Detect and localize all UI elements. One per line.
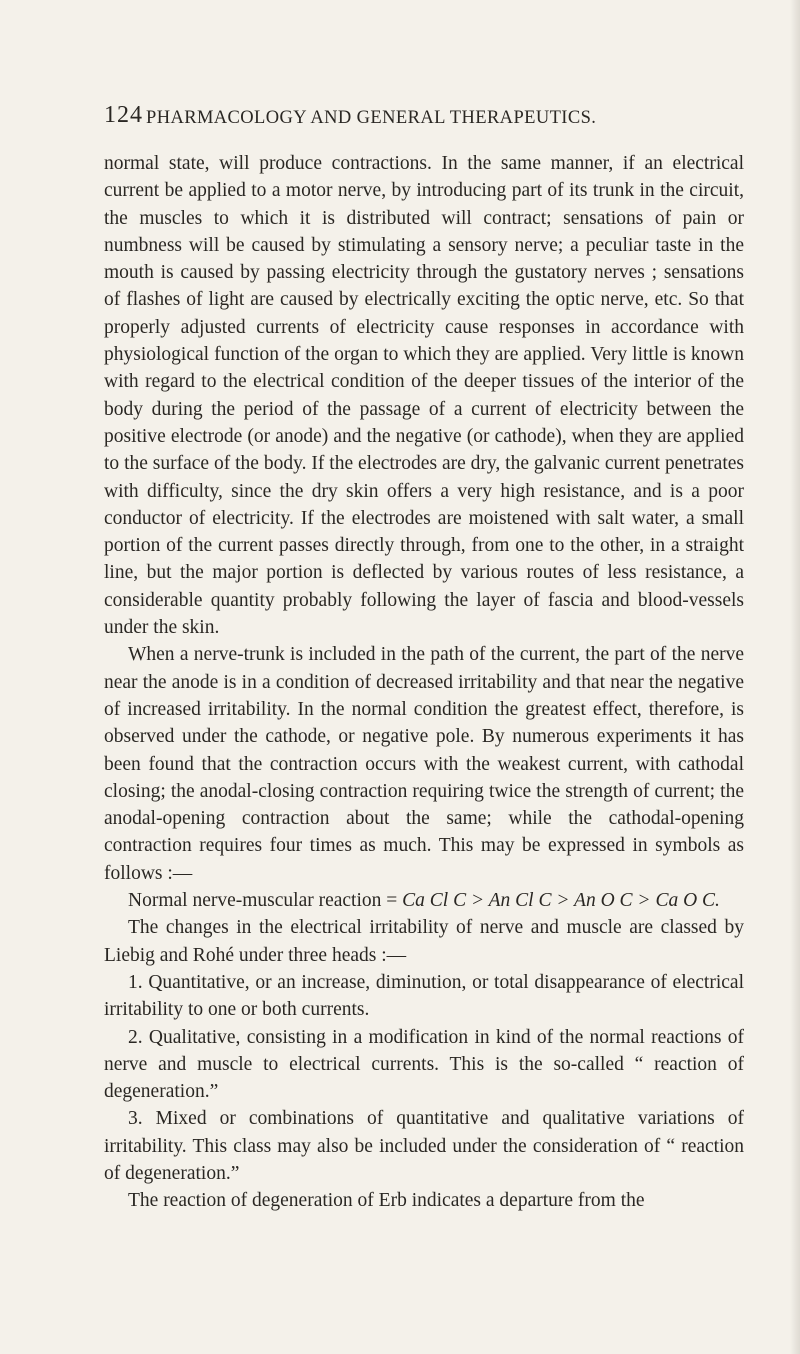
- page-number: 124: [104, 102, 143, 128]
- paragraph-erb: The reaction of degeneration of Erb indicates a departure from the: [128, 1190, 645, 1212]
- page-edge-shadow: [790, 0, 800, 1354]
- list-item-mixed: 3. Mixed or combinations of quantitative and qualitative variations of irritability. This class may also be included under the consideration of “ reaction of degeneration.”: [104, 1108, 744, 1184]
- body-text: [104, 150, 744, 1215]
- paragraph-continuation: normal state, will produce contractions. In the same manner, if an electrical current be applied to a motor nerve, by introducing part of its trunk in the circuit, the muscles to which it is distributed will contract; sensations of pain or numbness will be caused by stimulating a sensory nerve; a peculiar taste in the mouth is caused by passing electricity through the gustatory nerves ; sensations of flashes of light are caused by electrically exciting the optic nerve, etc. So that properly adjusted currents of electricity cause responses in accordance with physiological function of the organ to which they are applied. Very little is known with regard to the electrical condition of the deeper tissues of the interior of the body during the period of the passage of a current of electricity between the positive electrode (or anode) and the negative (or cathode), when they are applied to the surface of the body. If the electrodes are dry, the galvanic current penetrates with difficulty, since the dry skin offers a very high resistance, and is a poor conductor of electricity. If the electrodes are moistened with salt water, a small portion of the current passes directly through, from one to the other, in a straight line, but the major portion is deflected by various routes of less resistance, a considerable quantity probably following the layer of fascia and blood-vessels under the skin.: [104, 153, 744, 639]
- list-item-quantitative: 1. Quantitative, or an increase, diminution, or total disappearance of electrical irritability to one or both currents.: [104, 971, 744, 1021]
- formula-symbols: Ca Cl C > An Cl C > An O C > Ca O C.: [402, 890, 720, 912]
- page-header: [104, 102, 744, 138]
- list-item-qualitative: 2. Qualitative, consisting in a modification in kind of the normal reactions of nerve and muscle to electrical currents. This is the so-called “ reaction of degeneration.”: [104, 1026, 744, 1103]
- running-title: PHARMACOLOGY AND GENERAL THERAPEUTICS.: [146, 108, 597, 128]
- paragraph-changes: The changes in the electrical irritability of nerve and muscle are classed by Liebig and Rohé under three heads :—: [104, 917, 744, 966]
- formula-prefix: Normal nerve-muscular reaction =: [128, 890, 403, 912]
- formula-line: [104, 887, 744, 914]
- paragraph-nerve-trunk: When a nerve-trunk is included in the path of the current, the part of the nerve near the anode is in a condition of decreased irritability and that near the negative of increased irritability. In the normal condition the greatest effect, therefore, is observed under the cathode, or negative pole. By numerous experiments it has been found that the contraction occurs with the weakest current, with cathodal closing; the anodal-closing contraction requiring twice the strength of current; the anodal-opening contraction about the same; while the cathodal-opening contraction requires four times as much. This may be expressed in symbols as follows :—: [104, 644, 744, 884]
